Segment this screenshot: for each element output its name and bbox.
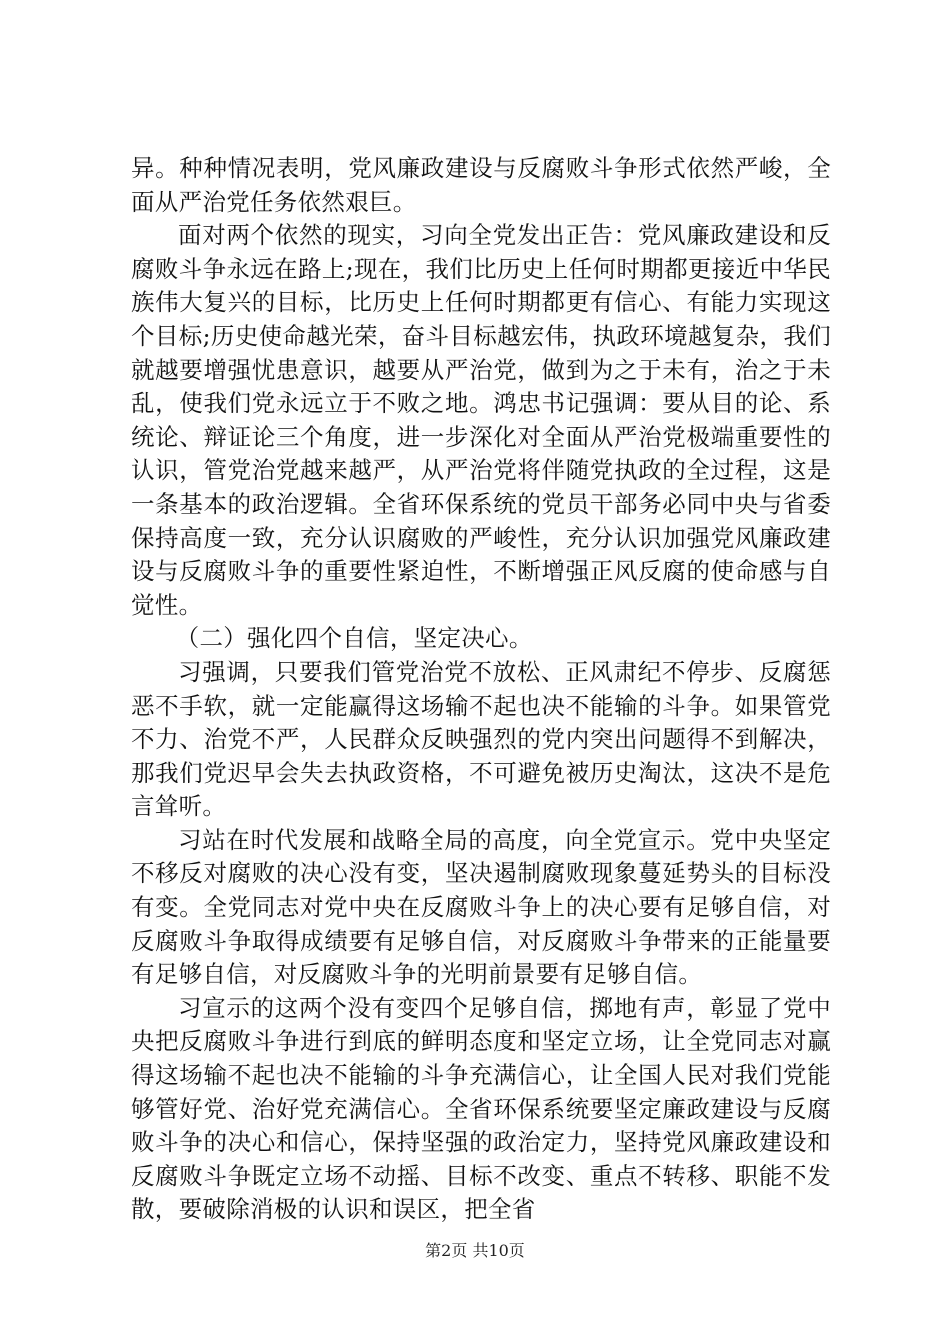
paragraph-two-realities: 面对两个依然的现实，习向全党发出正告：党风廉政建设和反腐败斗争永远在路上;现在，我们比历史上任何时期都更接近中华民族伟大复兴的目标，比历史上任何时期都更有信心、有能力实现这个目标;历史使命越光荣，奋斗目标越宏伟，执政环境越复杂，我们就越要增强忧患意识，越要从严治党，做到为之于未有，治之于未乱，使我们党永远立于不败之地。鸿忠书记强调：要从目的论、系统论、辩证论三个角度，进一步深化对全面从严治党极端重要性的认识，管党治党越来越严，从严治党将伴随党执政的全过程，这是一条基本的政治逻辑。全省环保系统的党员干部务必同中央与省委保持高度一致，充分认识腐败的严峻性，充分认识加强党风廉政建设与反腐败斗争的重要性紧迫性，不断增强正风反腐的使命感与自觉性。 bbox=[131, 221, 831, 619]
paragraph-strategic-declaration: 习站在时代发展和战略全局的高度，向全党宣示。党中央坚定不移反对腐败的决心没有变，坚决遏制腐败现象蔓延势头的目标没有变。全党同志对党中央在反腐败斗争上的决心要有足够自信，对反腐败斗争取得成绩要有足够自信，对反腐败斗争带来的正能量要有足够自信，对反腐败斗争的光明前景要有足够自信。 bbox=[131, 825, 831, 989]
paragraph-four-confidences: 习宣示的这两个没有变四个足够自信，掷地有声，彰显了党中央把反腐败斗争进行到底的鲜明态度和坚定立场，让全党同志对赢得这场输不起也决不能输的斗争充满信心，让全国人民对我们党能够管好党、治好党充满信心。全省环保系统要坚定廉政建设与反腐败斗争的决心和信心，保持坚强的政治定力，坚持党风廉政建设和反腐败斗争既定立场不动摇、目标不改变、重点不转移、职能不发散，要破除消极的认识和误区，把全省 bbox=[131, 993, 831, 1224]
page-number-label: 第2页 共10页 bbox=[425, 1241, 525, 1260]
paragraph-continuation: 异。种种情况表明，党风廉政建设与反腐败斗争形式依然严峻，全面从严治党任务依然艰巨。 bbox=[131, 154, 831, 216]
page-footer bbox=[0, 1241, 950, 1261]
paragraph-strict-governance: 习强调，只要我们管党治党不放松、正风肃纪不停步、反腐惩恶不手软，就一定能赢得这场输不起也决不能输的斗争。如果管党不力、治党不严，人民群众反映强烈的党内突出问题得不到解决，那我们党迟早会失去执政资格，不可避免被历史淘汰，这决不是危言耸听。 bbox=[131, 657, 831, 821]
section-heading: （二）强化四个自信，坚定决心。 bbox=[175, 624, 533, 653]
document-body bbox=[131, 152, 831, 1227]
